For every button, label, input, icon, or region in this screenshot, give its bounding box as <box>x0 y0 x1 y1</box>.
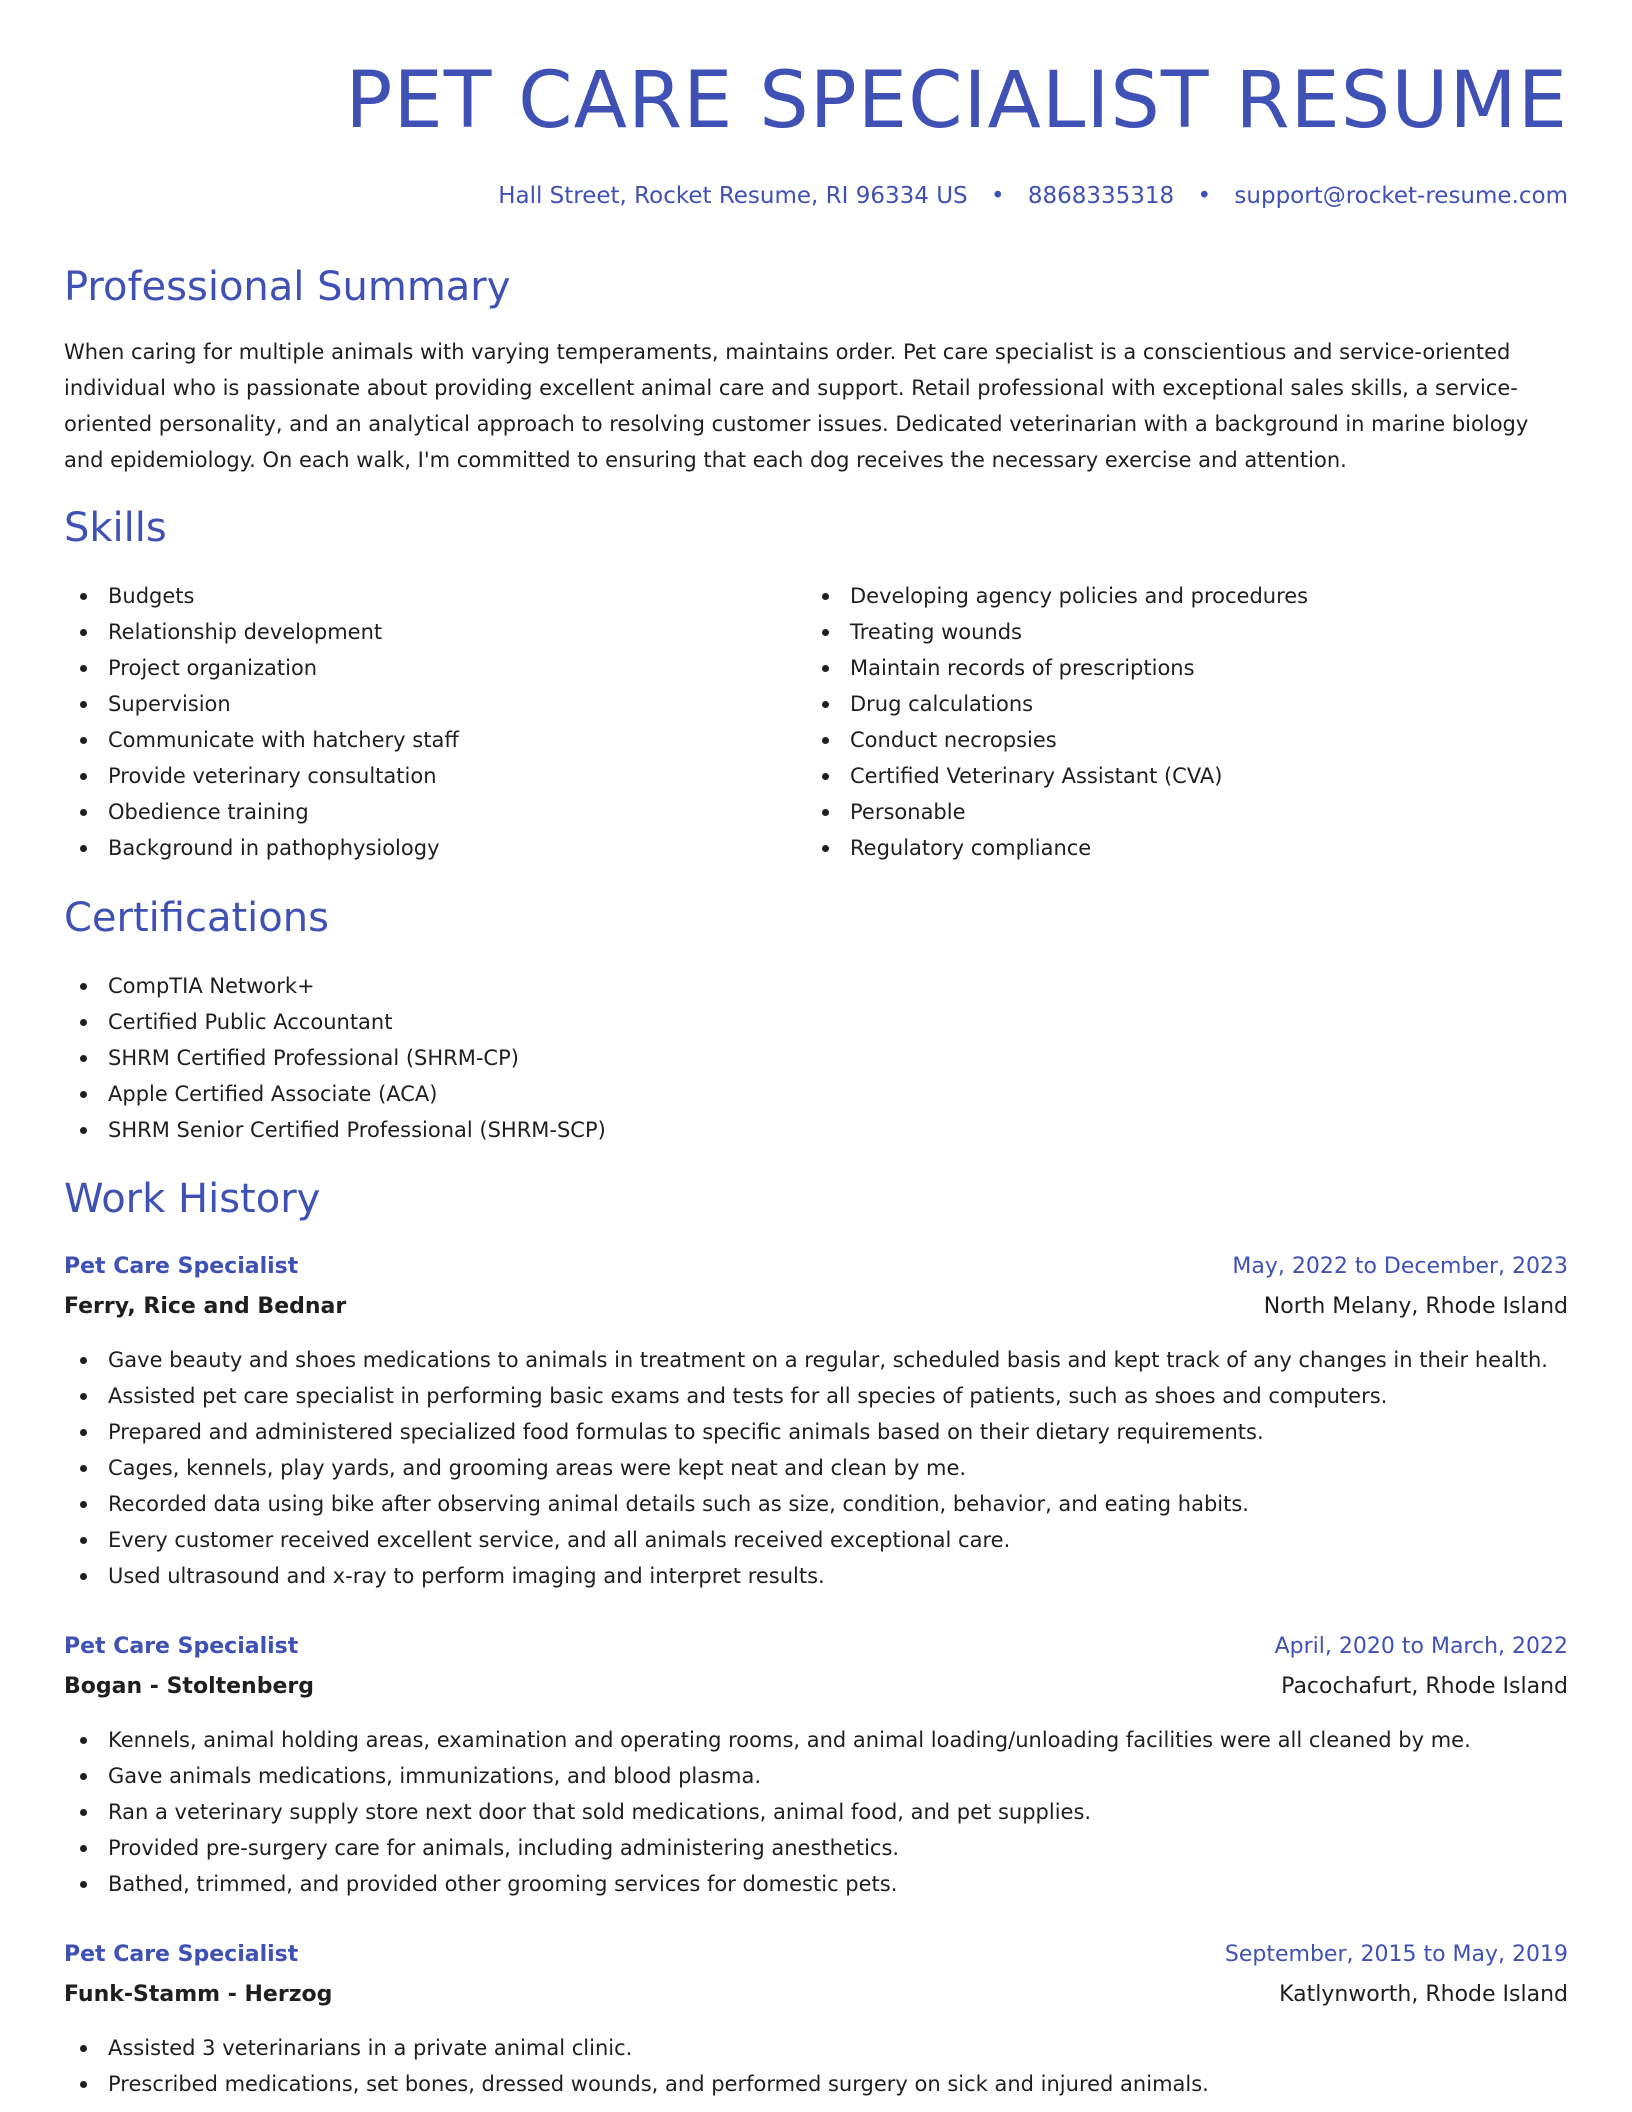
job-location: North Melany, Rhode Island <box>1263 1294 1568 1319</box>
summary-text: When caring for multiple animals with varying temperaments, maintains order. Pet care specialist is a conscientious and service-oriented individual who is passionate about providing excellent animal care and support. Retail professional with exceptional sales skills, a service-oriented personality, and an analytical approach to resolving customer issues. Dedicated veterinarian with a background in marine biology and epidemiology. On each walk, I'm committed to ensuring that each dog receives the necessary exercise and attention. <box>64 340 1529 472</box>
resume-title: PET CARE SPECIALIST RESUME <box>345 56 1568 146</box>
contact-address: Hall Street, Rocket Resume, RI 96334 US <box>498 183 968 209</box>
job-company: Funk-Stamm - Herzog <box>64 1982 333 2007</box>
contact-separator: • <box>1197 183 1212 209</box>
skill-item: Obedience training <box>64 794 804 830</box>
job-duty-item: Used ultrasound and x-ray to perform imaging and interpret results. <box>64 1558 1568 1594</box>
job-duty-item: Prescribed medications, set bones, dressed wounds, and performed surgery on sick and injured animals. <box>64 2066 1568 2102</box>
job-title: Pet Care Specialist <box>64 1942 299 1967</box>
job-dates: September, 2015 to May, 2019 <box>1224 1942 1568 1967</box>
job-duty-item: Assisted pet care specialist in performing basic exams and tests for all species of patients, such as shoes and computers. <box>64 1378 1568 1414</box>
skill-item: Maintain records of prescriptions <box>806 650 1566 686</box>
skill-item: Drug calculations <box>806 686 1566 722</box>
skill-item: Supervision <box>64 686 804 722</box>
certification-item: CompTIA Network+ <box>64 968 606 1004</box>
skill-item: Relationship development <box>64 614 804 650</box>
skill-item: Certified Veterinary Assistant (CVA) <box>806 758 1566 794</box>
job-dates: May, 2022 to December, 2023 <box>1232 1254 1568 1279</box>
skill-item: Communicate with hatchery staff <box>64 722 804 758</box>
skill-item: Developing agency policies and procedures <box>806 578 1566 614</box>
skill-item: Treating wounds <box>806 614 1566 650</box>
job-duty-item: Recorded data using bike after observing animal details such as size, condition, behavior, and eating habits. <box>64 1486 1568 1522</box>
certification-item: Apple Certified Associate (ACA) <box>64 1076 606 1112</box>
job-title: Pet Care Specialist <box>64 1254 299 1279</box>
job-title: Pet Care Specialist <box>64 1634 299 1659</box>
job-company: Bogan - Stoltenberg <box>64 1674 314 1699</box>
job-duties-list <box>64 1342 1568 1594</box>
job-duty-item: Provided pre-surgery care for animals, including administering anesthetics. <box>64 1830 1568 1866</box>
skills-list-right <box>806 578 1566 866</box>
job-duties-list <box>64 2030 1568 2102</box>
job-entry <box>64 1250 1568 1594</box>
skill-item: Provide veterinary consultation <box>64 758 804 794</box>
certifications-heading: Certifications <box>64 895 329 941</box>
skills-heading: Skills <box>64 505 167 551</box>
certification-item: SHRM Senior Certified Professional (SHRM-SCP) <box>64 1112 606 1148</box>
job-entry <box>64 1630 1568 1902</box>
contact-line <box>498 180 1568 212</box>
job-duty-item: Ran a veterinary supply store next door that sold medications, animal food, and pet supplies. <box>64 1794 1568 1830</box>
job-location: Pacochafurt, Rhode Island <box>1281 1674 1568 1699</box>
contact-separator: • <box>990 183 1005 209</box>
skill-item: Budgets <box>64 578 804 614</box>
work-history-heading: Work History <box>64 1176 321 1222</box>
job-duty-item: Kennels, animal holding areas, examination and operating rooms, and animal loading/unloading facilities were all cleaned by me. <box>64 1722 1568 1758</box>
skill-item: Project organization <box>64 650 804 686</box>
contact-phone: 8868335318 <box>1027 183 1175 209</box>
contact-email: support@rocket-resume.com <box>1234 183 1568 209</box>
job-company: Ferry, Rice and Bednar <box>64 1294 347 1319</box>
job-duty-item: Cages, kennels, play yards, and grooming areas were kept neat and clean by me. <box>64 1450 1568 1486</box>
job-duty-item: Prepared and administered specialized food formulas to specific animals based on their dietary requirements. <box>64 1414 1568 1450</box>
job-duty-item: Bathed, trimmed, and provided other grooming services for domestic pets. <box>64 1866 1568 1902</box>
skill-item: Personable <box>806 794 1566 830</box>
skills-list-left <box>64 578 804 866</box>
job-duty-item: Every customer received excellent service, and all animals received exceptional care. <box>64 1522 1568 1558</box>
job-entry <box>64 1938 1568 2102</box>
skill-item: Regulatory compliance <box>806 830 1566 866</box>
job-duty-item: Gave beauty and shoes medications to animals in treatment on a regular, scheduled basis and kept track of any changes in their health. <box>64 1342 1568 1378</box>
job-dates: April, 2020 to March, 2022 <box>1274 1634 1568 1659</box>
job-duties-list <box>64 1722 1568 1902</box>
certification-item: Certified Public Accountant <box>64 1004 606 1040</box>
job-duty-item: Gave animals medications, immunizations, and blood plasma. <box>64 1758 1568 1794</box>
job-duty-item: Assisted 3 veterinarians in a private animal clinic. <box>64 2030 1568 2066</box>
skill-item: Background in pathophysiology <box>64 830 804 866</box>
certifications-list <box>64 968 606 1148</box>
skill-item: Conduct necropsies <box>806 722 1566 758</box>
job-location: Katlynworth, Rhode Island <box>1279 1982 1568 2007</box>
summary-heading: Professional Summary <box>64 264 511 310</box>
certification-item: SHRM Certified Professional (SHRM-CP) <box>64 1040 606 1076</box>
